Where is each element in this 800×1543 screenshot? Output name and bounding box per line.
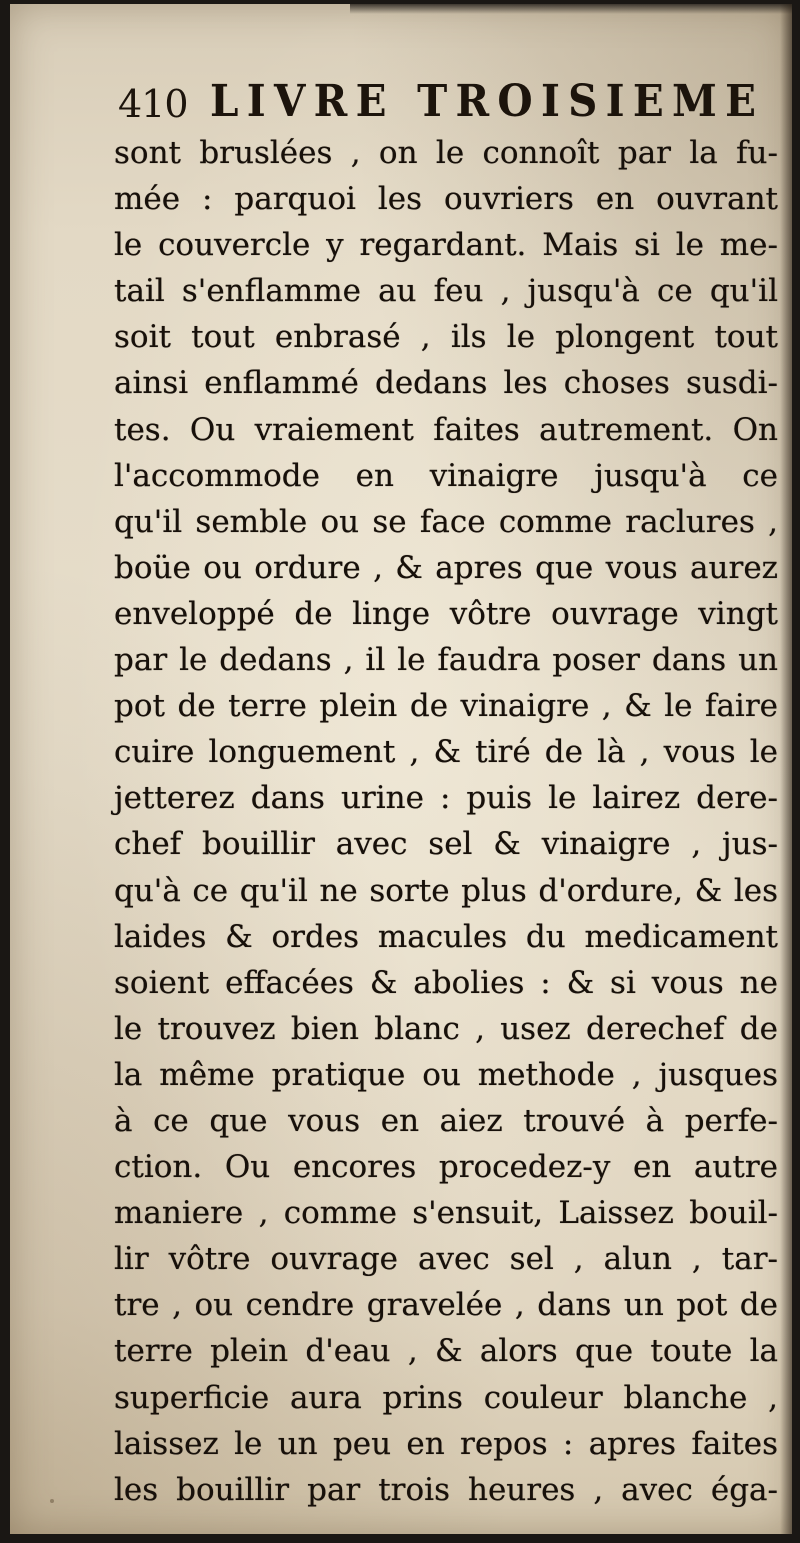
text-line: la même pratique ou methode , jusques	[114, 1056, 778, 1093]
text-line: le couvercle y regardant. Mais si le me-	[114, 227, 778, 264]
text-line: sont bruslées , on le connoît par la fu-	[114, 135, 778, 171]
paper-page	[10, 4, 792, 1534]
text-line: terre plein d'eau , & alors que toute la	[114, 1333, 778, 1370]
text-line: boüe ou ordure , & apres que vous aurez	[114, 549, 778, 586]
running-title: LIVRE TROISIEME	[210, 76, 765, 127]
page-right-shadow	[780, 4, 792, 1534]
text-line: lir vôtre ouvrage avec sel , alun , tar-	[114, 1241, 778, 1278]
text-line: les bouillir par trois heures , avec éga-	[114, 1471, 778, 1508]
text-line: mée : parquoi les ouvriers en ouvrant	[114, 181, 778, 218]
body-text	[114, 130, 778, 1513]
text-line: jetterez dans urine : puis le lairez dere-	[114, 780, 778, 817]
paper-speck	[50, 1499, 54, 1503]
text-line: pot de terre plein de vinaigre , & le faire	[114, 688, 778, 725]
text-line: laides & ordes macules du medicament	[114, 918, 778, 955]
text-line: qu'à ce qu'il ne sorte plus d'ordure, & les	[114, 872, 778, 909]
text-line: l'accommode en vinaigre jusqu'à ce	[114, 457, 778, 494]
text-line: qu'il semble ou se face comme raclures ,	[114, 503, 778, 540]
text-line: ainsi enflammé dedans les choses susdi-	[114, 365, 778, 402]
text-line: cuire longuement , & tiré de là , vous le	[114, 734, 778, 771]
text-line: ction. Ou encores procedez-y en autre	[114, 1149, 778, 1186]
text-line: tail s'enflamme au feu , jusqu'à ce qu'il	[114, 273, 778, 310]
running-head	[118, 76, 765, 136]
text-line: tes. Ou vraiement faites autrement. On	[114, 411, 778, 448]
text-line: à ce que vous en aiez trouvé à perfe-	[114, 1102, 778, 1139]
text-line: par le dedans , il le faudra poser dans un	[114, 642, 778, 679]
text-line: superficie aura prins couleur blanche ,	[114, 1379, 778, 1416]
page-top-shadow	[350, 4, 792, 14]
text-line: tre , ou cendre gravelée , dans un pot de	[114, 1287, 778, 1324]
text-line: enveloppé de linge vôtre ouvrage vingt	[114, 595, 778, 632]
text-line: chef bouillir avec sel & vinaigre , jus-	[114, 826, 778, 863]
page-number: 410	[118, 82, 188, 126]
text-line: soient effacées & abolies : & si vous ne	[114, 964, 778, 1001]
text-line: soit tout enbrasé , ils le plongent tout	[114, 319, 778, 356]
text-line: le trouvez bien blanc , usez derechef de	[114, 1010, 778, 1047]
text-line: maniere , comme s'ensuit, Laissez bouil-	[114, 1195, 778, 1232]
text-line: laissez le un peu en repos : apres faites	[114, 1425, 778, 1462]
